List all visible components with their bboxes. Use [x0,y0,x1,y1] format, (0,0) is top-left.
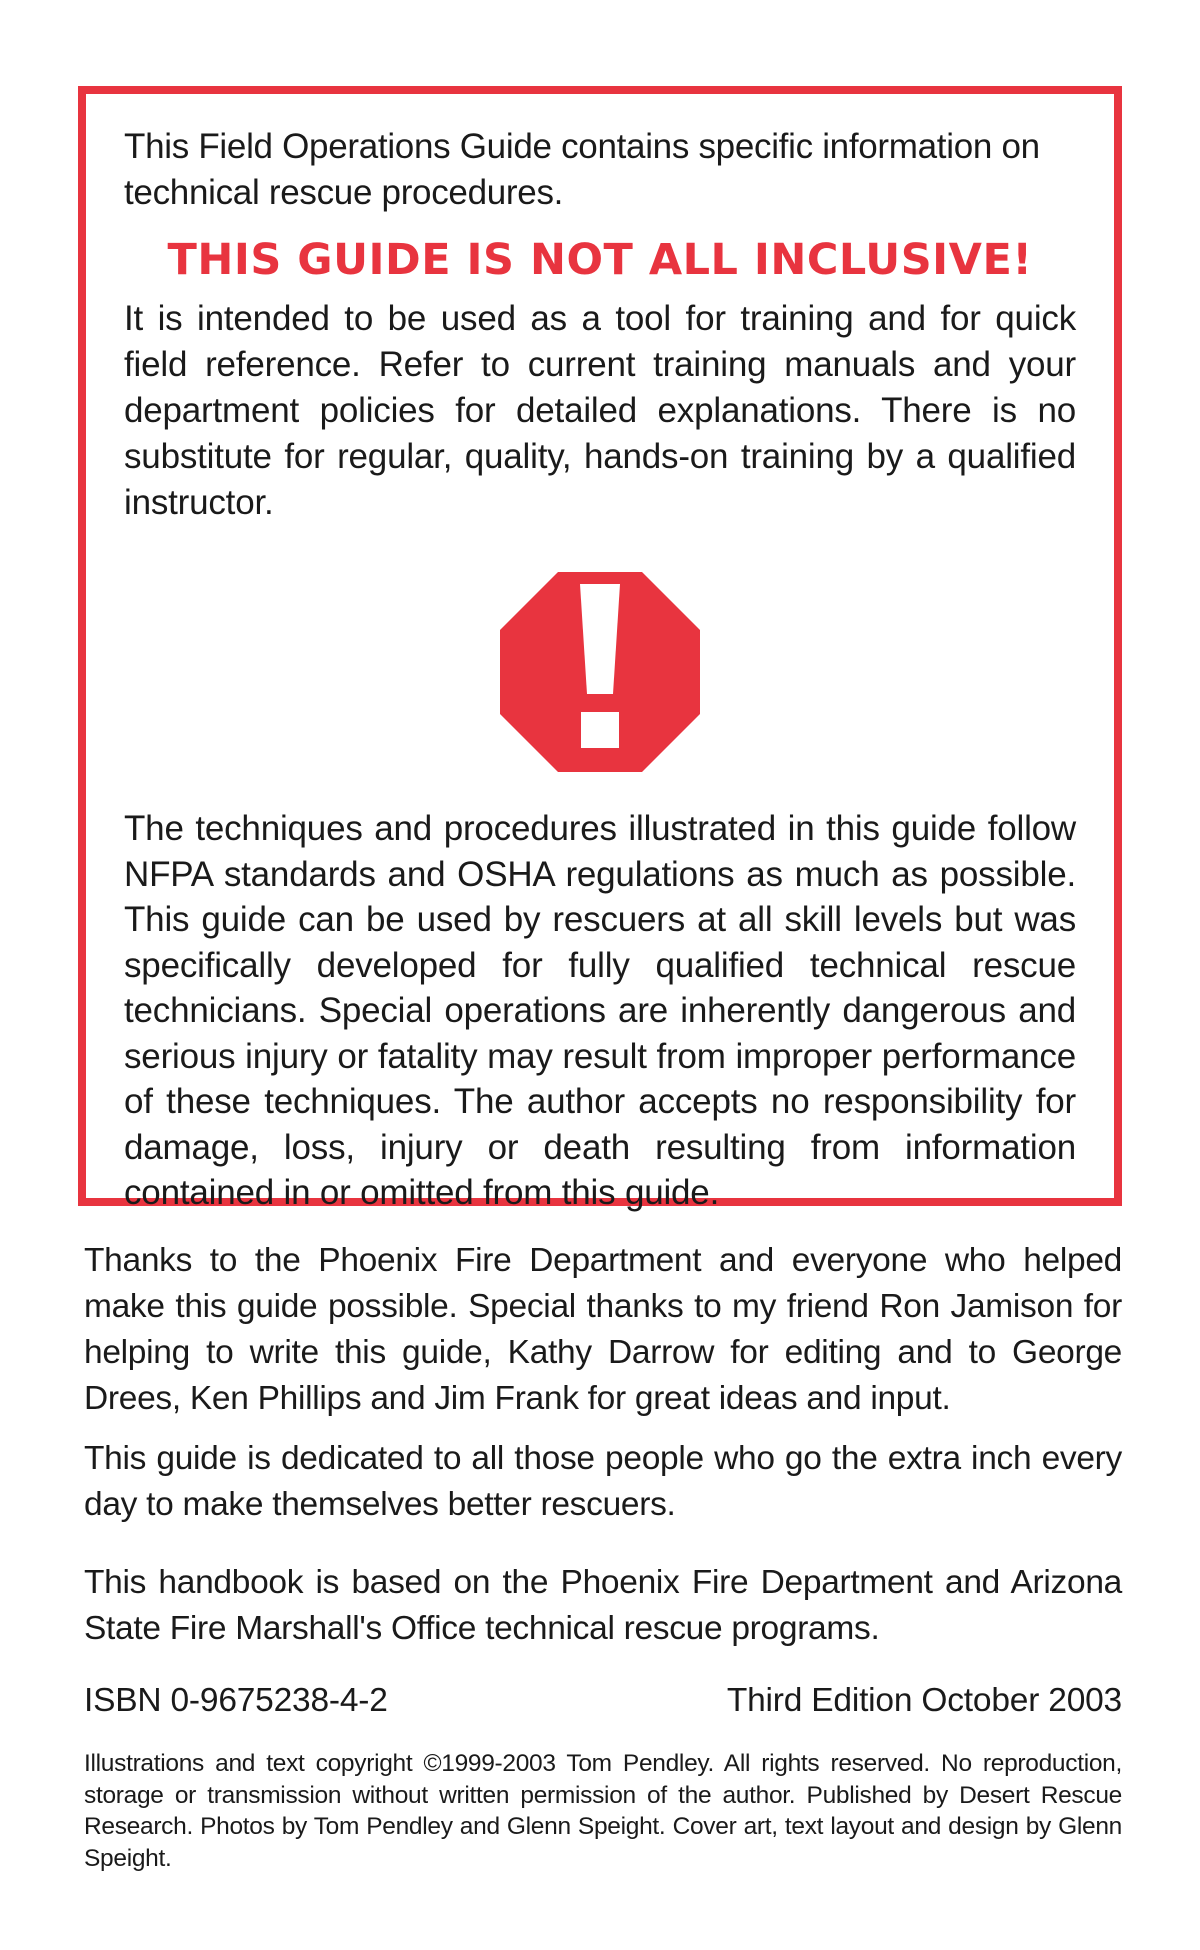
usage-note: It is intended to be used as a tool for training and for quick field reference. Refer to current training manuals and your department policies for detailed explanations. There is no substitute for regular, quality, hands-on training by a qualified instructor. [124,299,1076,522]
not-all-inclusive-headline: THIS GUIDE IS NOT ALL INCLUSIVE! [167,235,1033,285]
thanks-paragraph: Thanks to the Phoenix Fire Department and everyone who helped make this guide possible. Special thanks to my friend Ron Jamison for helping to write this guide, Kathy Darrow for editing and to George Drees, Ken Phillips and Jim Frank for great ideas and input. [84,1242,1122,1417]
dedication-paragraph: This guide is dedicated to all those people who go the extra inch every day to make themselves better rescuers. [84,1440,1122,1523]
isbn: ISBN 0-9675238-4-2 [84,1682,388,1719]
copyright-notice: Illustrations and text copyright ©1999-2003 Tom Pendley. All rights reserved. No reproduction, storage or transmission without written permission of the author. Published by Desert Rescue Research. Photos by Tom Pendley and Glenn Speight. Cover art, text layout and design by Glenn Speight. [84,1750,1122,1872]
disclaimer-text: The techniques and procedures illustrated in this guide follow NFPA standards and OSHA regulations as much as possible. This guide can be used by rescuers at all skill levels but was specifically developed for fully qualified technical rescue technicians. Special operations are inherently dangerous and serious injury or fatality may result from improper performance of these techniques. The author accepts no responsibility for damage, loss, injury or death resulting from information contained in or omitted from this guide. [124,809,1076,1212]
intro-text: This Field Operations Guide contains specific information on technical rescue procedures. [124,127,1040,212]
edition: Third Edition October 2003 [726,1682,1122,1719]
warning-box [78,86,1122,1212]
warning-icon-wrap [124,572,1076,772]
basis-paragraph: This handbook is based on the Phoenix Fire Department and Arizona State Fire Marshall's Office technical rescue programs. [84,1564,1122,1647]
exclamation-octagon-icon [500,572,700,772]
publication-row [84,1678,1122,1724]
